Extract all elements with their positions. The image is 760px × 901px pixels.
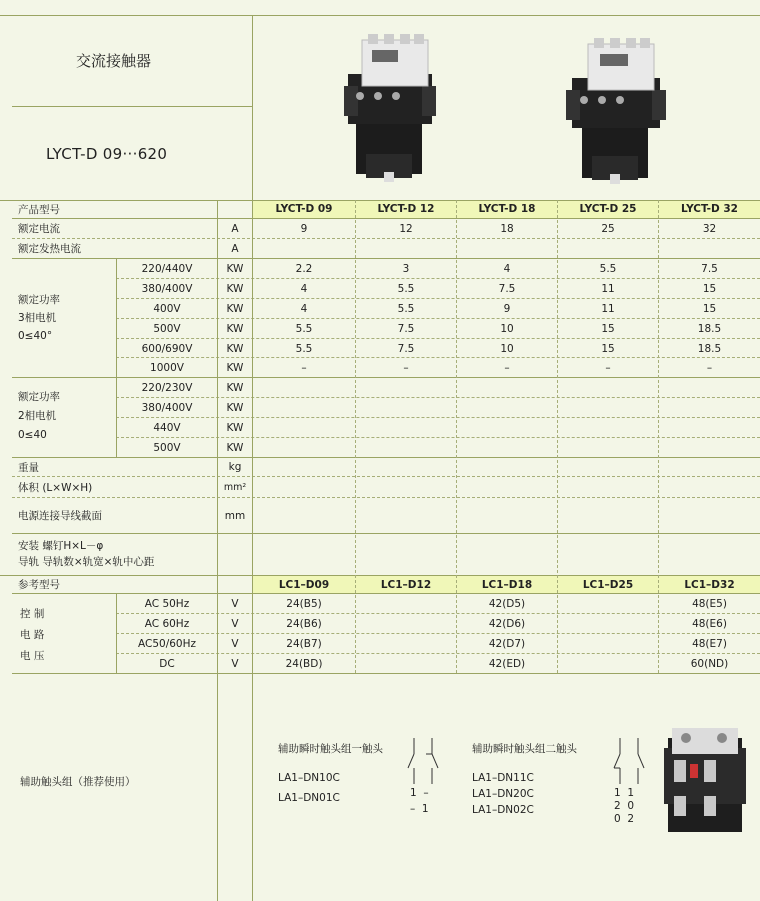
unit-cell: V <box>231 617 239 630</box>
unit-cell: KW <box>226 322 244 335</box>
frequency-cell: AC50/60Hz <box>138 637 196 650</box>
aux-contact-block-image <box>664 724 748 834</box>
value-cell: 3 <box>402 262 410 275</box>
three-phase-label: 额定功率 3相电机 0≤40° <box>18 294 60 342</box>
aux-code: 2 0 <box>614 799 635 812</box>
value-cell: 5.5 <box>295 342 313 355</box>
value-cell: – <box>706 361 713 374</box>
voltage-cell: 220/440V <box>141 262 193 275</box>
voltage-cell: 400V <box>153 302 181 315</box>
volume-label: 体积 (L×W×H) <box>18 481 93 494</box>
unit-cell: KW <box>226 441 244 454</box>
value-cell: 12 <box>399 222 413 235</box>
value-cell: 48(E5) <box>692 597 727 610</box>
unit-cell: KW <box>226 381 244 394</box>
value-cell: 7.5 <box>701 262 718 275</box>
rated-current-label: 额定电流 <box>18 223 60 235</box>
value-cell: 5.5 <box>599 262 617 275</box>
voltage-cell: 500V <box>153 322 181 335</box>
value-cell: 7.5 <box>397 322 415 335</box>
value-cell: 15 <box>702 282 717 295</box>
aux-group1-title: 辅助瞬时触头组一触头 <box>278 742 383 755</box>
contactor-image-left <box>336 34 444 184</box>
model-header: LYCT-D 12 <box>377 203 435 215</box>
unit-cell: KW <box>226 262 244 275</box>
unit-cell: V <box>231 637 239 650</box>
control-voltage-label: 控 制 电 路 电 压 <box>20 608 45 662</box>
model-header: LYCT-D 18 <box>478 203 536 215</box>
aux-model: LA1–DN10C <box>278 772 340 784</box>
model-header: LYCT-D 25 <box>579 203 637 215</box>
voltage-cell: 600/690V <box>141 342 193 355</box>
unit-cell: mm <box>224 509 246 522</box>
value-cell: 5.5 <box>295 322 313 335</box>
value-cell: 10 <box>500 322 514 335</box>
unit-cell: A <box>231 222 239 235</box>
value-cell: 48(E6) <box>692 617 727 630</box>
value-cell: 18.5 <box>697 342 722 355</box>
value-cell: – <box>605 361 611 374</box>
value-cell: 4 <box>300 302 308 315</box>
ref-model: LC1–D25 <box>582 578 634 591</box>
model-header: LYCT-D 09 <box>275 203 333 215</box>
value-cell: 48(E7) <box>692 637 727 650</box>
model-header: LYCT-D 32 <box>681 203 738 215</box>
unit-cell: KW <box>226 342 244 355</box>
value-cell: 25 <box>601 222 615 235</box>
aux-model: LA1–DN01C <box>278 792 340 804</box>
aux-model: LA1–DN20C <box>472 788 534 800</box>
value-cell: 18.5 <box>697 322 722 335</box>
ref-model-label: 参考型号 <box>18 579 60 591</box>
value-cell: 5.5 <box>397 302 415 315</box>
value-cell: 4 <box>300 282 308 295</box>
value-cell: 11 <box>601 282 615 295</box>
aux-label: 辅助触头组（推荐使用） <box>20 775 136 788</box>
aux-group2-title: 辅助瞬时触头组二触头 <box>472 742 577 755</box>
value-cell: 24(BD) <box>285 657 323 670</box>
unit-cell: KW <box>226 361 244 374</box>
unit-cell: KW <box>226 282 244 295</box>
value-cell: 9 <box>503 302 511 315</box>
value-cell: 42(ED) <box>488 657 526 670</box>
aux-code: 0 2 <box>614 812 635 825</box>
value-cell: 24(B6) <box>286 617 322 630</box>
aux-code: 1 1 <box>614 786 635 799</box>
aux-code: 1 – <box>410 787 429 799</box>
ref-model: LC1–D09 <box>278 578 330 591</box>
wire-label: 电源连接导线截面 <box>18 510 102 522</box>
contactor-image-right <box>562 38 670 186</box>
series-name: LYCT-D 09···620 <box>46 145 168 163</box>
unit-cell: V <box>231 597 239 610</box>
frequency-cell: AC 50Hz <box>144 597 190 610</box>
voltage-cell: 220/230V <box>141 381 193 394</box>
value-cell: 15 <box>601 342 615 355</box>
two-phase-label: 额定功率 2相电机 0≤40 <box>18 391 60 441</box>
value-cell: 4 <box>503 262 511 275</box>
value-cell: 11 <box>601 302 615 315</box>
value-cell: 9 <box>300 222 308 235</box>
value-cell: 10 <box>500 342 514 355</box>
install-label: 安装 螺钉H×L－φ 导轨 导轨数×轨宽×轨中心距 <box>18 540 155 568</box>
unit-cell: KW <box>226 302 244 315</box>
unit-cell: mm² <box>223 481 247 493</box>
aux-code: – 1 <box>410 803 429 815</box>
value-cell: – <box>301 361 307 374</box>
no-contact-symbol-icon <box>406 738 440 786</box>
unit-cell: KW <box>226 401 244 414</box>
unit-cell: KW <box>226 421 244 434</box>
value-cell: 7.5 <box>498 282 516 295</box>
page-title: 交流接触器 <box>76 51 152 70</box>
value-cell: 32 <box>702 222 717 235</box>
value-cell: 5.5 <box>397 282 415 295</box>
aux-model: LA1–DN11C <box>472 772 534 784</box>
value-cell: 15 <box>601 322 615 335</box>
unit-cell: V <box>231 657 239 670</box>
value-cell: 42(D7) <box>488 637 526 650</box>
value-cell: 42(D5) <box>488 597 526 610</box>
ref-model: LC1–D12 <box>380 578 432 591</box>
frequency-cell: DC <box>159 657 175 670</box>
unit-cell: kg <box>228 461 242 473</box>
voltage-cell: 380/400V <box>141 401 193 414</box>
voltage-cell: 500V <box>153 441 181 454</box>
voltage-cell: 1000V <box>150 361 184 374</box>
thermal-current-label: 额定发热电流 <box>18 243 81 255</box>
nc-contact-symbol-icon <box>612 738 646 786</box>
weight-label: 重量 <box>18 461 39 474</box>
value-cell: 15 <box>702 302 717 315</box>
value-cell: 42(D6) <box>488 617 526 630</box>
model-row-label: 产品型号 <box>18 203 60 216</box>
value-cell: – <box>403 361 409 374</box>
value-cell: 18 <box>500 222 514 235</box>
voltage-cell: 440V <box>153 421 181 434</box>
ref-model: LC1–D18 <box>481 578 533 591</box>
value-cell: 7.5 <box>397 342 415 355</box>
value-cell: 24(B5) <box>286 597 322 610</box>
voltage-cell: 380/400V <box>141 282 193 295</box>
value-cell: 2.2 <box>295 262 313 275</box>
aux-model: LA1–DN02C <box>472 804 534 816</box>
value-cell: 24(B7) <box>286 637 322 650</box>
value-cell: 60(ND) <box>690 657 729 670</box>
unit-cell: A <box>231 242 239 255</box>
frequency-cell: AC 60Hz <box>144 617 190 630</box>
ref-model: LC1–D32 <box>684 578 735 591</box>
value-cell: – <box>504 361 510 374</box>
